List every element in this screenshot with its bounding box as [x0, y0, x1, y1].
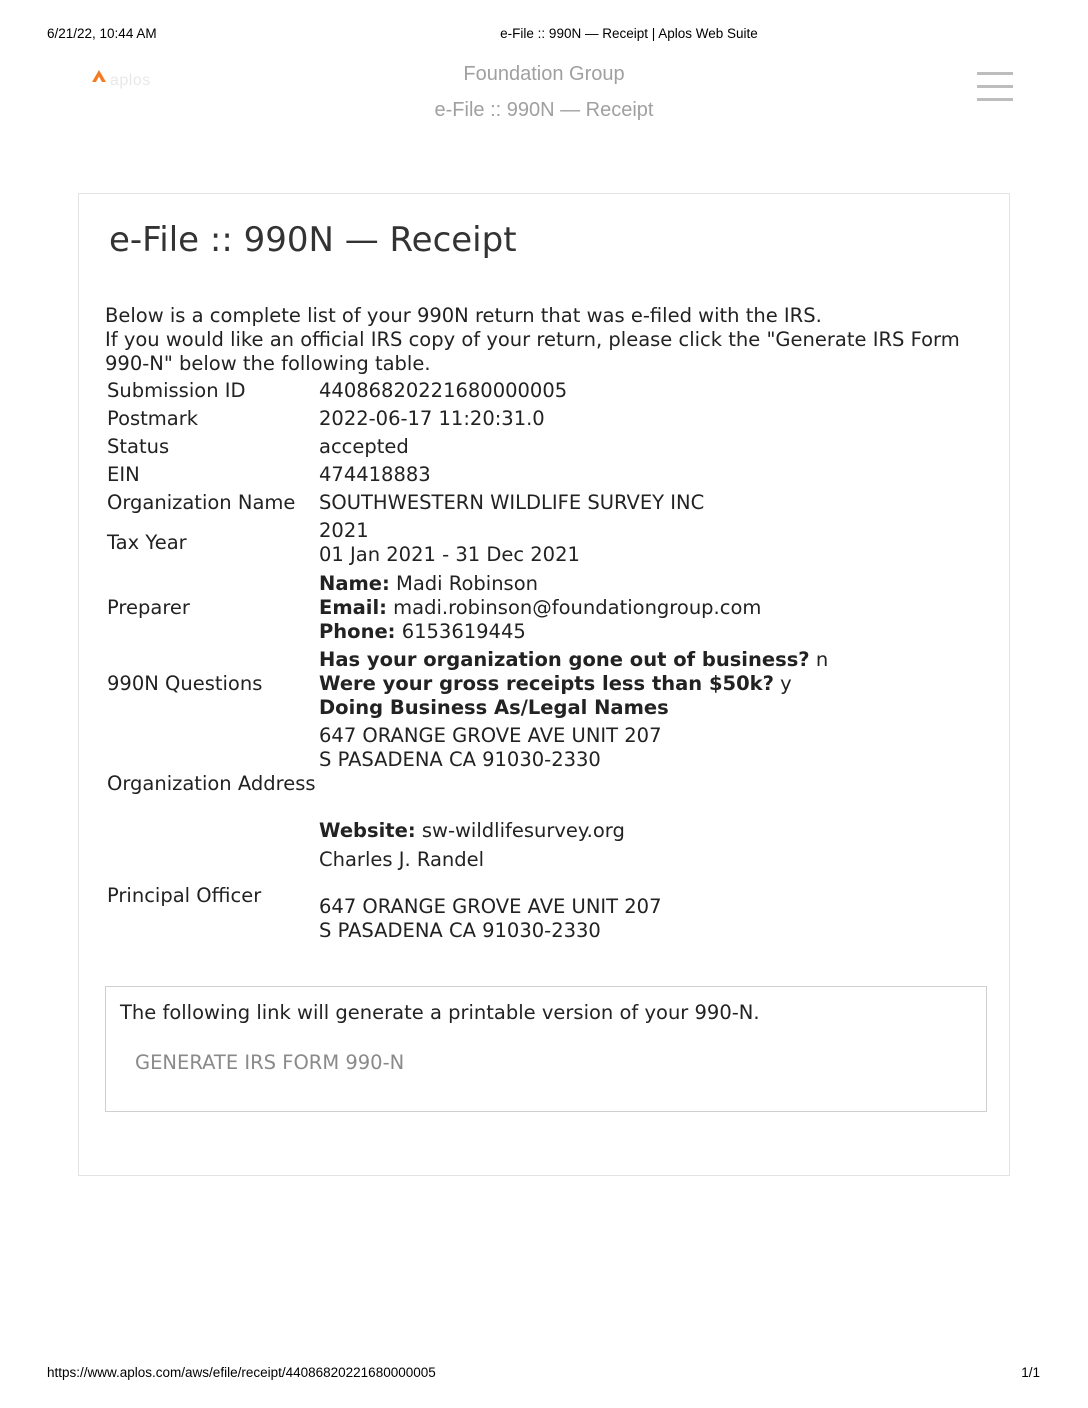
print-header-page-title: e-File :: 990N — Receipt | Aplos Web Suite — [500, 26, 758, 41]
submission-id-value: 44086820221680000005 — [319, 379, 568, 402]
organization-title: Foundation Group — [463, 63, 625, 85]
preparer-name-value: Madi Robinson — [396, 572, 539, 595]
menu-bar — [977, 72, 1013, 75]
question-gross-receipts — [319, 672, 792, 696]
generate-irs-form-link[interactable]: GENERATE IRS FORM 990-N — [135, 1051, 405, 1074]
print-footer-page-number: 1/1 — [1021, 1365, 1040, 1380]
org-website — [319, 819, 625, 843]
preparer-label: Preparer — [107, 596, 190, 619]
organization-address-label: Organization Address — [107, 772, 316, 795]
preparer-email-value: madi.robinson@foundationgroup.com — [393, 596, 762, 619]
principal-officer-address-line-1: 647 ORANGE GROVE AVE UNIT 207 — [319, 895, 662, 918]
postmark-value: 2022-06-17 11:20:31.0 — [319, 407, 545, 430]
tax-year-label: Tax Year — [107, 531, 187, 554]
question-2-answer: y — [780, 672, 792, 695]
intro-line-2: If you would like an official IRS copy of your return, please click the "Generate IRS Form 990-N" below the following table. — [105, 328, 960, 375]
receipt-intro — [105, 304, 995, 376]
status-label: Status — [107, 435, 170, 458]
question-2-text: Were your gross receipts less than $50k? — [319, 672, 774, 695]
postmark-label: Postmark — [107, 407, 199, 430]
preparer-name-label: Name: — [319, 572, 390, 595]
principal-officer-name: Charles J. Randel — [319, 848, 485, 871]
website-label: Website: — [319, 819, 416, 842]
preparer-email-label: Email: — [319, 596, 387, 619]
print-footer-url: https://www.aplos.com/aws/efile/receipt/44086820221680000005 — [47, 1365, 436, 1380]
tax-year-value: 2021 — [319, 519, 369, 542]
preparer-name — [319, 572, 538, 596]
page-title: e-File :: 990N — Receipt — [109, 220, 517, 260]
menu-bar — [977, 98, 1013, 101]
principal-officer-address-line-2: S PASADENA CA 91030-2330 — [319, 919, 601, 942]
page-subtitle: e-File :: 990N — Receipt — [434, 99, 654, 121]
logo-text: aplos — [110, 72, 151, 89]
principal-officer-label: Principal Officer — [107, 884, 262, 907]
preparer-email — [319, 596, 761, 620]
hamburger-menu-icon[interactable] — [975, 70, 1015, 104]
question-out-of-business — [319, 648, 828, 672]
question-dba — [319, 696, 669, 720]
intro-line-1: Below is a complete list of your 990N return that was e-filed with the IRS. — [105, 304, 822, 327]
receipt-card — [78, 193, 1010, 1176]
org-address-line-1: 647 ORANGE GROVE AVE UNIT 207 — [319, 724, 662, 747]
print-header-datetime: 6/21/22, 10:44 AM — [47, 26, 157, 41]
status-value: accepted — [319, 435, 409, 458]
submission-id-label: Submission ID — [107, 379, 246, 402]
preparer-phone-label: Phone: — [319, 620, 396, 643]
preparer-phone-value: 6153619445 — [401, 620, 526, 643]
question-3-text: Doing Business As/Legal Names — [319, 696, 669, 719]
website-value: sw-wildlifesurvey.org — [421, 819, 625, 842]
generate-form-description: The following link will generate a printable version of your 990-N. — [120, 1001, 760, 1024]
preparer-phone — [319, 620, 526, 644]
question-1-text: Has your organization gone out of business? — [319, 648, 810, 671]
organization-name-label: Organization Name — [107, 491, 296, 514]
org-address-line-2: S PASADENA CA 91030-2330 — [319, 748, 601, 771]
generate-form-panel — [105, 986, 987, 1112]
questions-label: 990N Questions — [107, 672, 263, 695]
ein-value: 474418883 — [319, 463, 431, 486]
organization-name-value: SOUTHWESTERN WILDLIFE SURVEY INC — [319, 491, 705, 514]
question-1-answer: n — [815, 648, 829, 671]
ein-label: EIN — [107, 463, 140, 486]
menu-bar — [977, 85, 1013, 88]
tax-year-period: 01 Jan 2021 - 31 Dec 2021 — [319, 543, 580, 566]
